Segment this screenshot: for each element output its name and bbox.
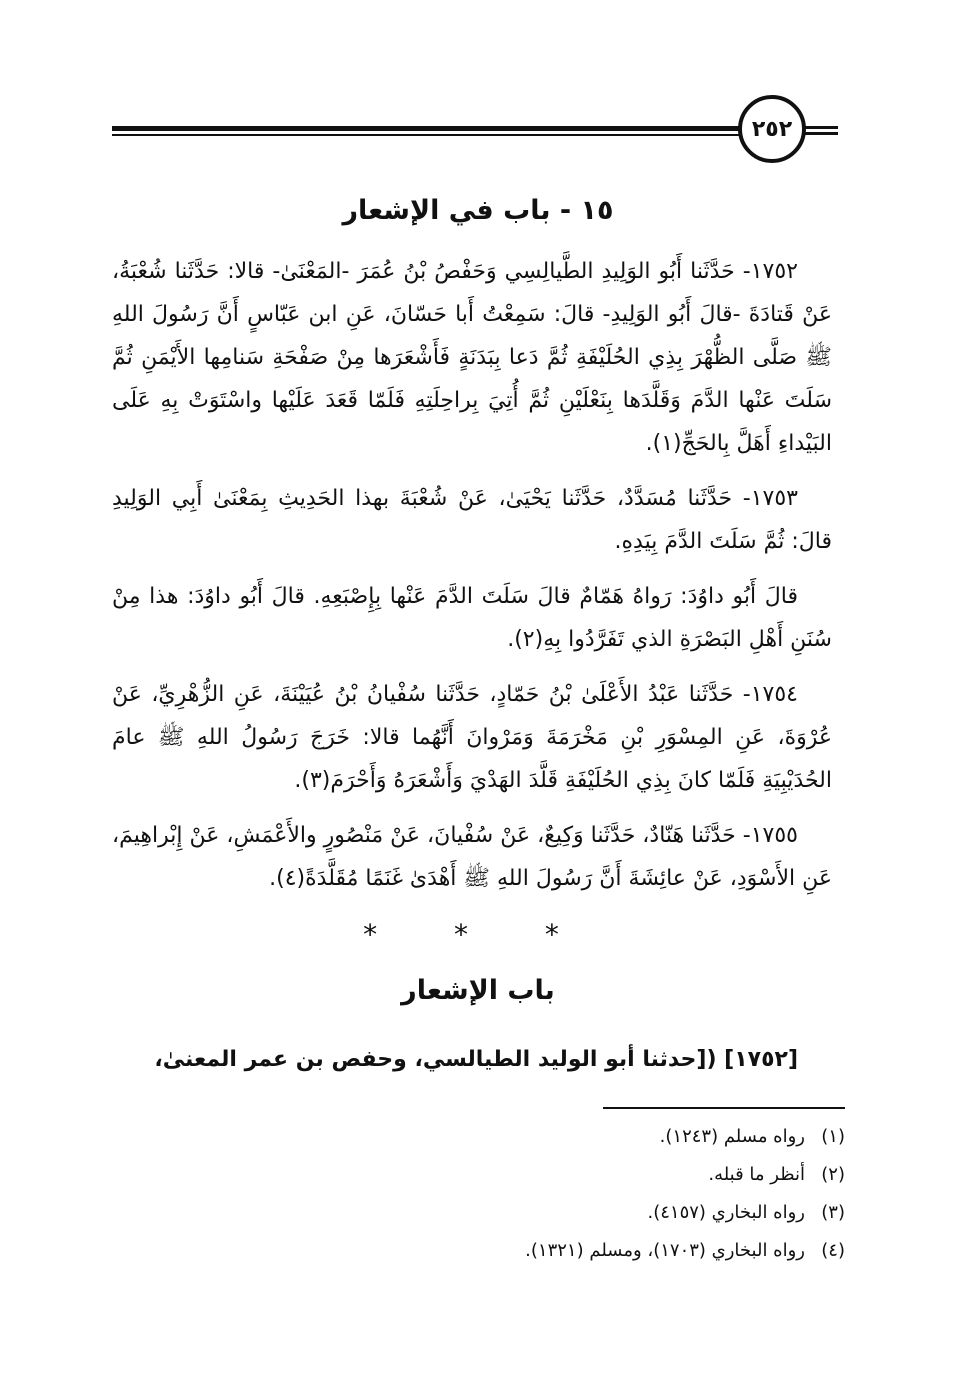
footnote-item xyxy=(300,1118,845,1156)
header-rule-thick xyxy=(112,126,742,131)
footnote-text: رواه البخاري (٤١٥٧). xyxy=(647,1202,805,1223)
footnotes xyxy=(300,1118,845,1270)
commentary-text: [١٧٥٢] ([حدثنا أبو الوليد الطيالسي، وحفص بن عمر المعنىٰ، xyxy=(154,1047,798,1072)
header-rule xyxy=(112,123,742,139)
footnote-text: أنظر ما قبله. xyxy=(708,1164,805,1185)
hadith-paragraph: ١٧٥٥- حَدَّثَنا هَنّادٌ، حَدَّثَنا وَكِيعٌ، عَنْ سُفْيانَ، عَنْ مَنْصُورٍ والأَعْمَشِ، عَنْ إِبْراهِيمَ، عَنِ الأَسْوَدِ، عَنْ عائِشَةَ أَنَّ رَسُولَ اللهِ ﷺ أَهْدَىٰ غَنَمًا مُقَلَّدَةً(٤). xyxy=(112,823,832,891)
header-rule-thin xyxy=(112,134,742,136)
footnote-number: (٢) xyxy=(821,1164,845,1185)
commentary-title: باب الإشعار xyxy=(401,975,555,1006)
footnote-number: (٤) xyxy=(821,1240,845,1261)
footnote-divider xyxy=(603,1107,845,1109)
hadith-paragraph: ١٧٥٢- حَدَّثَنا أَبُو الوَلِيدِ الطَّيالِسِي وَحَفْصُ بْنُ عُمَرَ -المَعْنَىٰ- قالا: حَدَّثَنا شُعْبَةُ، عَنْ قَتادَةَ -قالَ أَبُو الوَلِيدِ- قالَ: سَمِعْتُ أَبا حَسّانَ، عَنِ ابن عَبّاسٍ أَنَّ رَسُولَ اللهِ ﷺ صَلَّى الظُّهْرَ بِذِي الحُلَيْفَةِ ثُمَّ دَعا بِبَدَنَةٍ فَأَشْعَرَها مِنْ صَفْحَةِ سَنامِها الأَيْمَنِ ثُمَّ سَلَتَ عَنْها الدَّمَ وَقَلَّدَها بِنَعْلَيْنِ ثُمَّ أُتِيَ بِراحِلَتِهِ فَلَمّا قَعَدَ عَلَيْها واسْتَوَتْ بِهِ عَلَى البَيْداءِ أَهَلَّ بِالحَجِّ(١). xyxy=(112,259,832,456)
hadith-paragraph: قالَ أَبُو داوُدَ: رَواهُ هَمّامٌ قالَ سَلَتَ الدَّمَ عَنْها بِإِصْبَعِهِ. قالَ أَبُو داوُدَ: هذا مِنْ سُنَنِ أَهْلِ البَصْرَةِ الذي تَفَرَّدُوا بِهِ(٢). xyxy=(112,584,832,652)
footnote-item xyxy=(300,1232,845,1270)
footnote-number: (٣) xyxy=(821,1202,845,1223)
hadith-paragraph: ١٧٥٤- حَدَّثَنا عَبْدُ الأَعْلَىٰ بْنُ حَمّادٍ، حَدَّثَنا سُفْيانُ بْنُ عُيَيْنَةَ، عَنِ الزُّهْرِيِّ، عَنْ عُرْوَةَ، عَنِ المِسْوَرِ بْنِ مَخْرَمَةَ وَمَرْوانَ أَنَّهُما قالا: خَرَجَ رَسُولُ اللهِ ﷺ عامَ الحُدَيْبِيَةِ فَلَمّا كانَ بِذِي الحُلَيْفَةِ قَلَّدَ الهَدْيَ وَأَشْعَرَهُ وَأَحْرَمَ(٣). xyxy=(112,682,832,793)
chapter-title: ١٥ - باب في الإشعار xyxy=(342,195,614,226)
hadith-body xyxy=(112,250,832,912)
hadith-paragraph: ١٧٥٣- حَدَّثَنا مُسَدَّدٌ، حَدَّثَنا يَحْيَىٰ، عَنْ شُعْبَةَ بهذا الحَدِيثِ بِمَعْنَىٰ أَبِي الوَلِيدِ قالَ: ثُمَّ سَلَتَ الدَّمَ بِيَدِهِ. xyxy=(112,486,832,554)
footnote-number: (١) xyxy=(821,1126,845,1147)
footnote-text: رواه البخاري (١٧٠٣)، ومسلم (١٣٢١). xyxy=(525,1240,805,1261)
footnote-text: رواه مسلم (١٢٤٣). xyxy=(659,1126,805,1147)
section-separator: * * * xyxy=(363,918,593,951)
page-number: ٢٥٢ xyxy=(738,95,806,163)
footnote-item xyxy=(300,1156,845,1194)
footnote-item xyxy=(300,1194,845,1232)
